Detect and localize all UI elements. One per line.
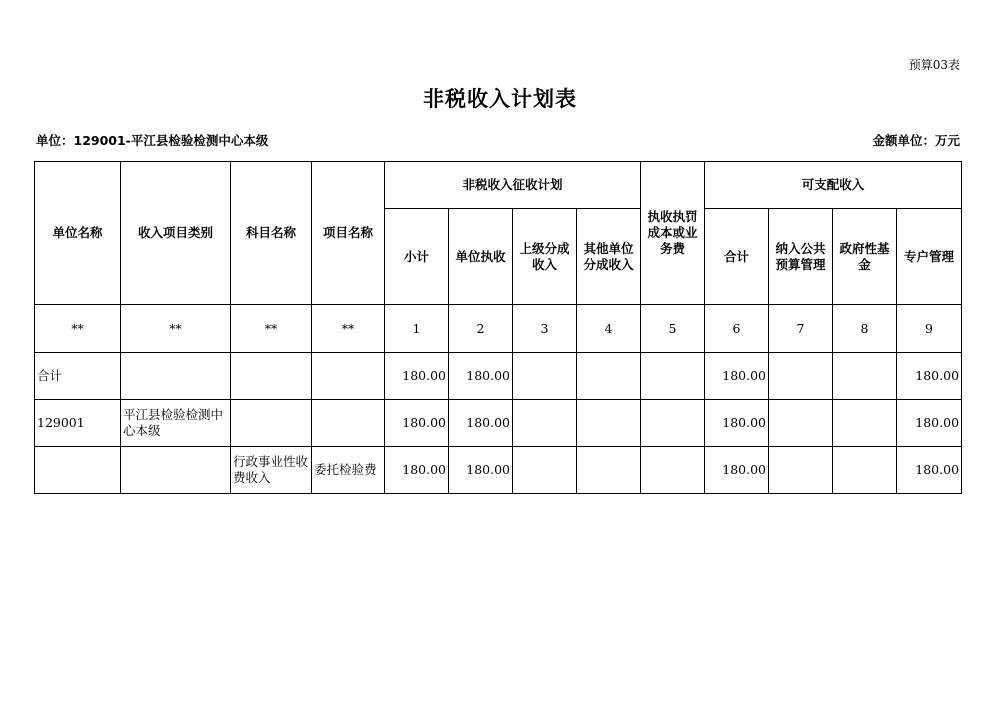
cell-income-category — [121, 447, 231, 494]
cell-total: 180.00 — [705, 447, 769, 494]
cell-upper-share — [513, 447, 577, 494]
header-gov-fund: 政府性基金 — [833, 209, 897, 305]
header-project-name: 项目名称 — [312, 162, 385, 305]
cell-unit-collect: 180.00 — [449, 353, 513, 400]
cell-subtotal: 180.00 — [385, 447, 449, 494]
cell-gov-fund — [833, 353, 897, 400]
cell-gov-fund — [833, 400, 897, 447]
cell-enforcement-cost — [641, 447, 705, 494]
code-cell: 9 — [897, 305, 962, 353]
header-income-category: 收入项目类别 — [121, 162, 231, 305]
code-row — [35, 305, 962, 353]
header-unit-name: 单位名称 — [35, 162, 121, 305]
cell-unit-collect: 180.00 — [449, 400, 513, 447]
cell-total: 180.00 — [705, 353, 769, 400]
cell-subject-name — [231, 353, 312, 400]
cell-unit-collect: 180.00 — [449, 447, 513, 494]
cell-income-category — [121, 353, 231, 400]
cell-project-name: 委托检验费 — [312, 447, 385, 494]
header-subtotal: 小计 — [385, 209, 449, 305]
cell-public-budget — [769, 447, 833, 494]
header-unit-collect: 单位执收 — [449, 209, 513, 305]
unit-label: 单位：129001-平江县检验检测中心本级 — [36, 133, 269, 148]
cell-gov-fund — [833, 447, 897, 494]
header-collection-plan: 非税收入征收计划 — [385, 162, 641, 209]
cell-total: 180.00 — [705, 400, 769, 447]
form-code: 预算03表 — [908, 58, 960, 72]
code-cell: 5 — [641, 305, 705, 353]
code-cell: ** — [231, 305, 312, 353]
cell-unit-name: 129001 — [35, 400, 121, 447]
code-cell: 6 — [705, 305, 769, 353]
cell-enforcement-cost — [641, 400, 705, 447]
cell-public-budget — [769, 353, 833, 400]
cell-special-account: 180.00 — [897, 447, 962, 494]
header-public-budget: 纳入公共预算管理 — [769, 209, 833, 305]
cell-other-share — [577, 353, 641, 400]
header-disposable-income: 可支配收入 — [705, 162, 962, 209]
cell-subtotal: 180.00 — [385, 353, 449, 400]
table-row — [35, 353, 962, 400]
page-title: 非税收入计划表 — [423, 86, 577, 111]
cell-unit-name — [35, 447, 121, 494]
code-cell: ** — [35, 305, 121, 353]
cell-special-account: 180.00 — [897, 400, 962, 447]
code-cell: 1 — [385, 305, 449, 353]
table-row — [35, 400, 962, 447]
cell-public-budget — [769, 400, 833, 447]
cell-upper-share — [513, 353, 577, 400]
code-cell: 7 — [769, 305, 833, 353]
code-cell: 8 — [833, 305, 897, 353]
header-enforcement-cost: 执收执罚成本或业务费 — [641, 162, 705, 305]
cell-upper-share — [513, 400, 577, 447]
header-total: 合计 — [705, 209, 769, 305]
header-subject-name: 科目名称 — [231, 162, 312, 305]
cell-special-account: 180.00 — [897, 353, 962, 400]
cell-subject-name: 行政事业性收费收入 — [231, 447, 312, 494]
header-other-share: 其他单位分成收入 — [577, 209, 641, 305]
code-cell: ** — [312, 305, 385, 353]
amount-unit-label: 金额单位：万元 — [872, 133, 960, 148]
code-cell: 2 — [449, 305, 513, 353]
cell-other-share — [577, 400, 641, 447]
cell-other-share — [577, 447, 641, 494]
cell-enforcement-cost — [641, 353, 705, 400]
table-row — [35, 447, 962, 494]
cell-subject-name — [231, 400, 312, 447]
code-cell: ** — [121, 305, 231, 353]
cell-income-category: 平江县检验检测中心本级 — [121, 400, 231, 447]
budget-table — [34, 161, 962, 494]
cell-unit-name: 合计 — [35, 353, 121, 400]
code-cell: 4 — [577, 305, 641, 353]
header-special-account: 专户管理 — [897, 209, 962, 305]
cell-subtotal: 180.00 — [385, 400, 449, 447]
cell-project-name — [312, 353, 385, 400]
cell-project-name — [312, 400, 385, 447]
code-cell: 3 — [513, 305, 577, 353]
header-upper-share: 上级分成收入 — [513, 209, 577, 305]
